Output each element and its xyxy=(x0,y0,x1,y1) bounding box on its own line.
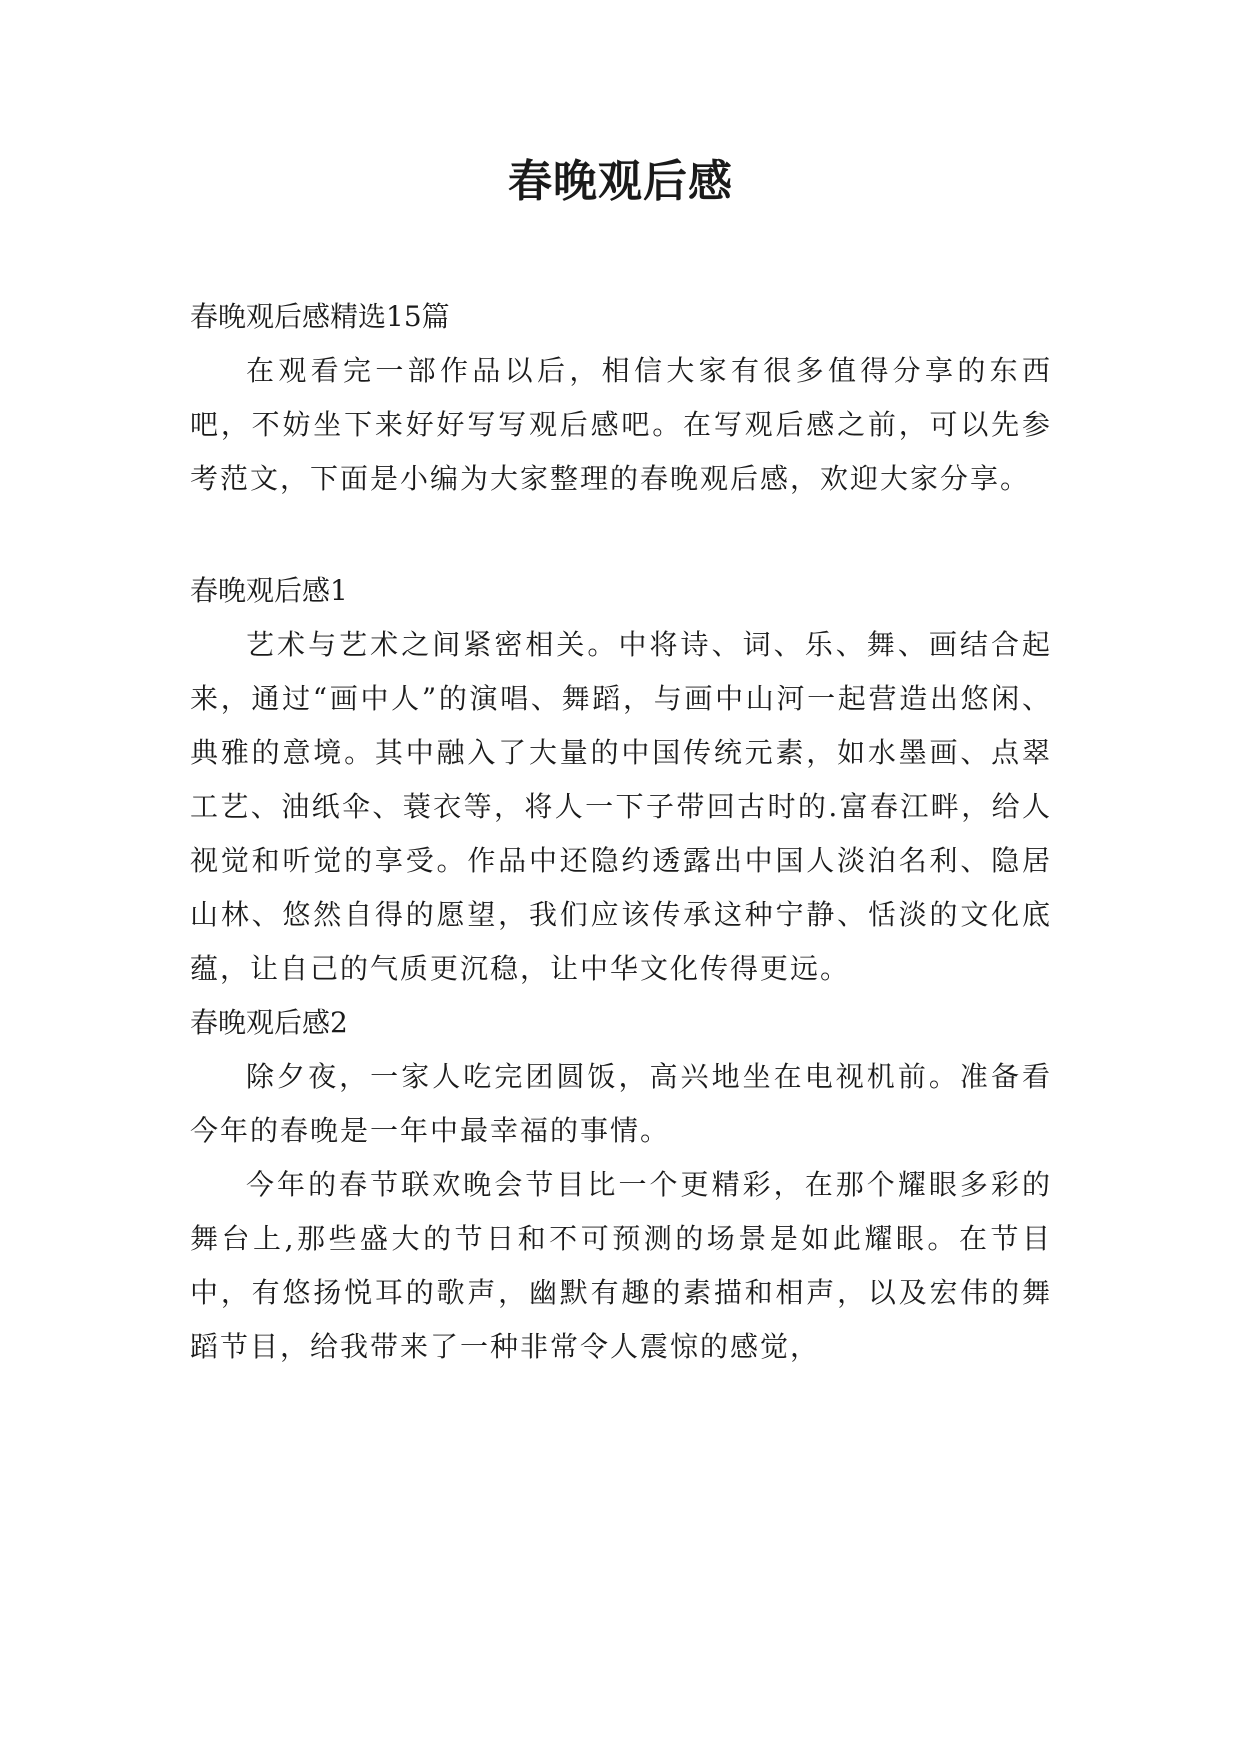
section-heading-essay-1: 春晚观后感1 xyxy=(190,574,348,607)
document-body xyxy=(190,290,1052,1374)
section-heading-collection: 春晚观后感精选15篇 xyxy=(190,300,450,333)
essay-2-paragraph-2: 今年的春节联欢晚会节目比一个更精彩，在那个耀眼多彩的舞台上,那些盛大的节日和不可预测的场景是如此耀眼。在节目中，有悠扬悦耳的歌声，幽默有趣的素描和相声，以及宏伟的舞蹈节目，给我带来了一种非常令人震惊的感觉， xyxy=(190,1168,1052,1363)
essay-1-paragraph: 艺术与艺术之间紧密相关。中将诗、词、乐、舞、画结合起来，通过“画中人”的演唱、舞蹈，与画中山河一起营造出悠闲、典雅的意境。其中融入了大量的中国传统元素，如水墨画、点翠工艺、油纸伞、蓑衣等，将人一下子带回古时的.富春江畔，给人视觉和听觉的享受。作品中还隐约透露出中国人淡泊名利、隐居山林、悠然自得的愿望，我们应该传承这种宁静、恬淡的文化底蕴，让自己的气质更沉稳，让中华文化传得更远。 xyxy=(190,628,1052,985)
intro-paragraph: 在观看完一部作品以后，相信大家有很多值得分享的东西吧，不妨坐下来好好写写观后感吧。在写观后感之前，可以先参考范文，下面是小编为大家整理的春晚观后感，欢迎大家分享。 xyxy=(190,354,1052,495)
intro-section xyxy=(190,290,1052,506)
section-heading-essay-2: 春晚观后感2 xyxy=(190,1006,348,1039)
essay-1-section xyxy=(190,564,1052,996)
document-title: 春晚观后感 xyxy=(508,156,733,207)
section-spacer xyxy=(190,506,1052,564)
essay-2-section xyxy=(190,996,1052,1374)
essay-2-paragraph-1: 除夕夜，一家人吃完团圆饭，高兴地坐在电视机前。准备看今年的春晚是一年中最幸福的事情。 xyxy=(190,1060,1052,1147)
